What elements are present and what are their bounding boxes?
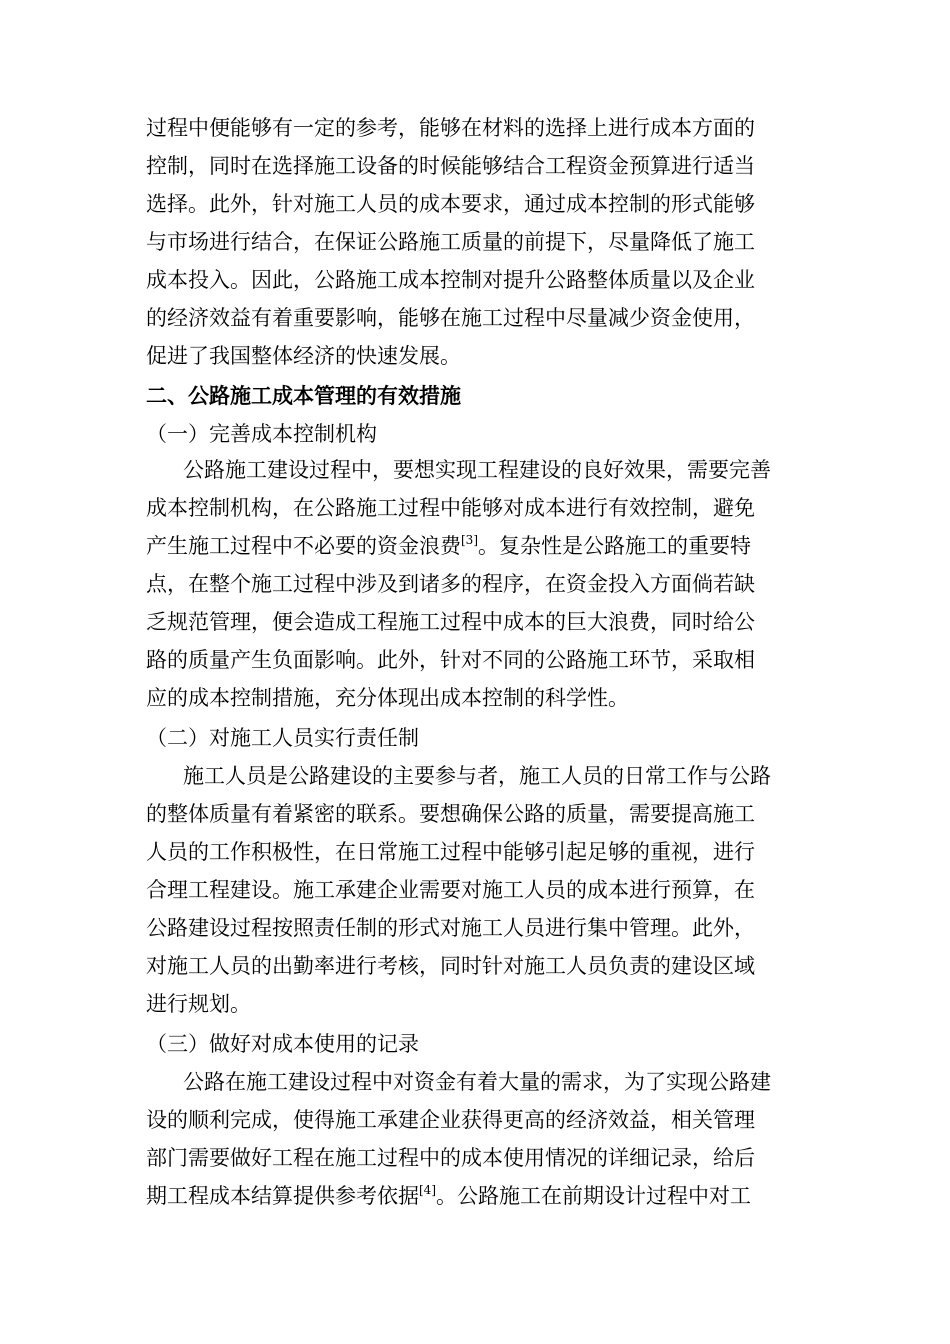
paragraph-line: 公路在施工建设过程中对资金有着大量的需求，为了实现公路建: [183, 1070, 771, 1094]
subsection-heading: （三）做好对成本使用的记录: [146, 1032, 419, 1056]
paragraph-line: 乏规范管理，便会造成工程施工过程中成本的巨大浪费，同时给公: [146, 610, 755, 634]
text-run: 产生施工过程中不必要的资金浪费: [146, 534, 461, 558]
subsection-heading: （一）完善成本控制机构: [146, 422, 377, 446]
subsection-heading: （二）对施工人员实行责任制: [146, 726, 419, 750]
paragraph-line: 公路施工建设过程中，要想实现工程建设的良好效果，需要完善: [183, 458, 771, 482]
paragraph-line: 设的顺利完成，使得施工承建企业获得更高的经济效益，相关管理: [146, 1108, 755, 1132]
section-heading: 二、公路施工成本管理的有效措施: [146, 384, 461, 408]
paragraph-line: 公路建设过程按照责任制的形式对施工人员进行集中管理。此外，: [146, 916, 755, 940]
text-run: 。复杂性是公路施工的重要特: [478, 534, 751, 558]
paragraph-line: 进行规划。: [146, 992, 251, 1016]
paragraph-line: 施工人员是公路建设的主要参与者，施工人员的日常工作与公路: [183, 764, 771, 788]
citation-ref: [4]: [419, 1183, 436, 1197]
text-run: 。公路施工在前期设计过程中对工: [436, 1184, 751, 1208]
paragraph-line: 对施工人员的出勤率进行考核，同时针对施工人员负责的建设区域: [146, 954, 755, 978]
paragraph-line: [146, 1182, 826, 1210]
paragraph-line: 选择。此外，针对施工人员的成本要求，通过成本控制的形式能够: [146, 192, 755, 216]
text-run: 期工程成本结算提供参考依据: [146, 1184, 419, 1208]
paragraph-line: 过程中便能够有一定的参考，能够在材料的选择上进行成本方面的: [146, 116, 755, 140]
paragraph-line: 控制，同时在选择施工设备的时候能够结合工程资金预算进行适当: [146, 154, 755, 178]
paragraph-line: 路的质量产生负面影响。此外，针对不同的公路施工环节，采取相: [146, 648, 755, 672]
paragraph-line: 成本投入。因此，公路施工成本控制对提升公路整体质量以及企业: [146, 268, 755, 292]
paragraph-line: 合理工程建设。施工承建企业需要对施工人员的成本进行预算，在: [146, 878, 755, 902]
paragraph-line: 的整体质量有着紧密的联系。要想确保公路的质量，需要提高施工: [146, 802, 755, 826]
paragraph-line: 成本控制机构，在公路施工过程中能够对成本进行有效控制，避免: [146, 496, 755, 520]
paragraph-line: [146, 532, 826, 560]
paragraph-line: 与市场进行结合，在保证公路施工质量的前提下，尽量降低了施工: [146, 230, 755, 254]
citation-ref: [3]: [461, 533, 478, 547]
paragraph-line: 人员的工作积极性，在日常施工过程中能够引起足够的重视，进行: [146, 840, 755, 864]
paragraph-line: 点，在整个施工过程中涉及到诸多的程序，在资金投入方面倘若缺: [146, 572, 755, 596]
paragraph-line: 应的成本控制措施，充分体现出成本控制的科学性。: [146, 686, 629, 710]
paragraph-line: 部门需要做好工程在施工过程中的成本使用情况的详细记录，给后: [146, 1146, 755, 1170]
paragraph-line: 的经济效益有着重要影响，能够在施工过程中尽量减少资金使用，: [146, 306, 755, 330]
paragraph-line: 促进了我国整体经济的快速发展。: [146, 344, 461, 368]
